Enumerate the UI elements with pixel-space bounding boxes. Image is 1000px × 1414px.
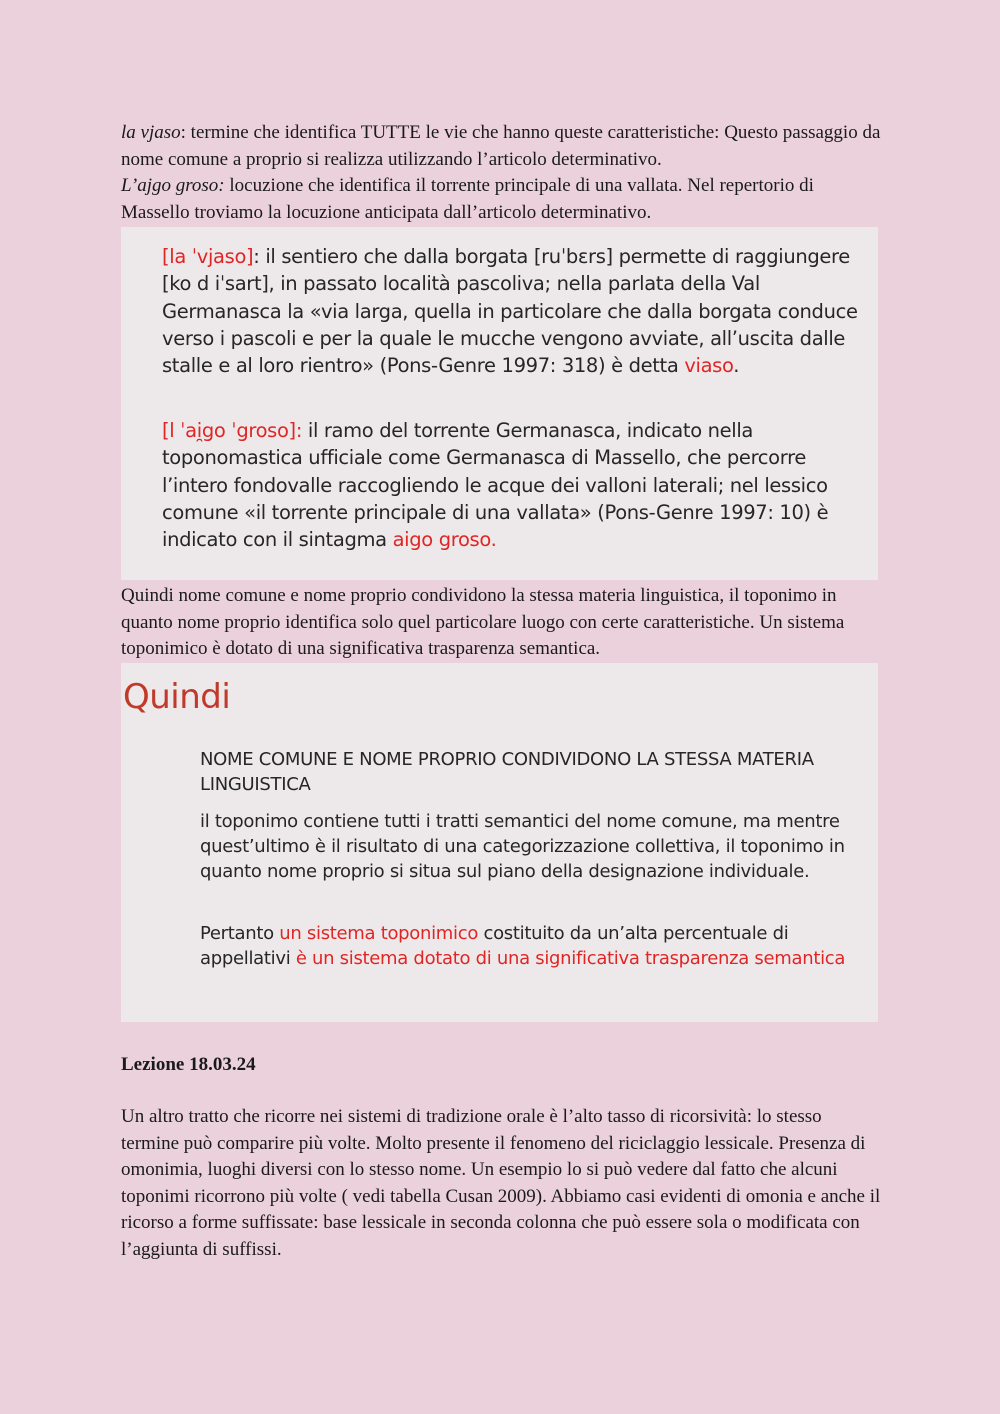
term-ajgo-groso: L’ajgo groso: <box>121 175 225 196</box>
slide-image-quindi <box>121 663 878 1022</box>
middle-paragraph: Quindi nome comune e nome proprio condividono la stessa materia linguistica, il toponimo in quanto nome proprio identifica solo quel particolare luogo con certe caratteristiche. Un sistema toponimico è dotato di una significativa trasparenza semantica. <box>121 585 845 659</box>
term-la-vjaso: la vjaso <box>121 122 181 143</box>
slide-title: Quindi <box>123 677 231 717</box>
slide-conclusion: Pertanto un sistema toponimico costituito da un’alta percentuale di appellativi è un sistema dotato di una significativa trasparenza semantica <box>200 923 846 969</box>
slide-entry-vjaso: [la ˈvjaso]: il sentiero che dalla borgata [ruˈbɛrs] permette di raggiungere [ko d iˈsart], in passato località pascoliva; nella parlata della Val Germanasca la «via larga, quella in particolare che dalla borgata conduce verso i pascoli e per la quale le mucche vengono avviate, all’uscita dalle stalle e al loro rientro» (Pons-Genre 1997: 318) è detta viaso. <box>162 245 858 378</box>
intro-paragraph: la vjaso: termine che identifica TUTTE le vie che hanno queste caratteristiche: Questo passaggio da nome comune a proprio si realizza utilizzando l’articolo determinativo. L’ajgo groso: locuzione che identifica il torrente principale di una vallata. Nel repertorio di Massello troviamo la locuzione anticipata dall’articolo determinativo. <box>121 122 881 223</box>
final-paragraph: Un altro tratto che ricorre nei sistemi di tradizione orale è l’alto tasso di ricorsività: lo stesso termine può comparire più volte. Molto presente il fenomeno del riciclaggio lessicale. Presenza di omonimia, luoghi diversi con lo stesso nome. Un esempio lo si può vedere dal fatto che alcuni toponimi ricorrono più volte ( vedi tabella Cusan 2009). Abbiamo casi evidenti di omonia e anche il ricorso a forme suffissate: base lessicale in seconda colonna che può essere sola o modificata con l’aggiunta di suffissi. <box>121 1106 881 1260</box>
slide-entry-aigo-groso: [l ˈai̯go ˈgroso]: il ramo del torrente Germanasca, indicato nella toponomastica ufficiale come Germanasca di Massello, che percorre l’intero fondovalle raccogliendo le acque dei valloni laterali; nel lessico comune «il torrente principale di una vallata» (Pons-Genre 1997: 10) è indicato con il sintagma aigo groso. <box>162 419 829 552</box>
slide-image-definitions <box>121 227 878 580</box>
lesson-heading: Lezione 18.03.24 <box>121 1054 256 1075</box>
slide-body-text: il toponimo contiene tutti i tratti semantici del nome comune, ma mentre quest’ultimo è il risultato di una categorizzazione collettiva, il toponimo in quanto nome proprio si situa sul piano della designazione individuale. <box>200 811 845 882</box>
slide-caps-statement: NOME COMUNE E NOME PROPRIO CONDIVIDONO LA STESSA MATERIA LINGUISTICA <box>200 749 814 795</box>
